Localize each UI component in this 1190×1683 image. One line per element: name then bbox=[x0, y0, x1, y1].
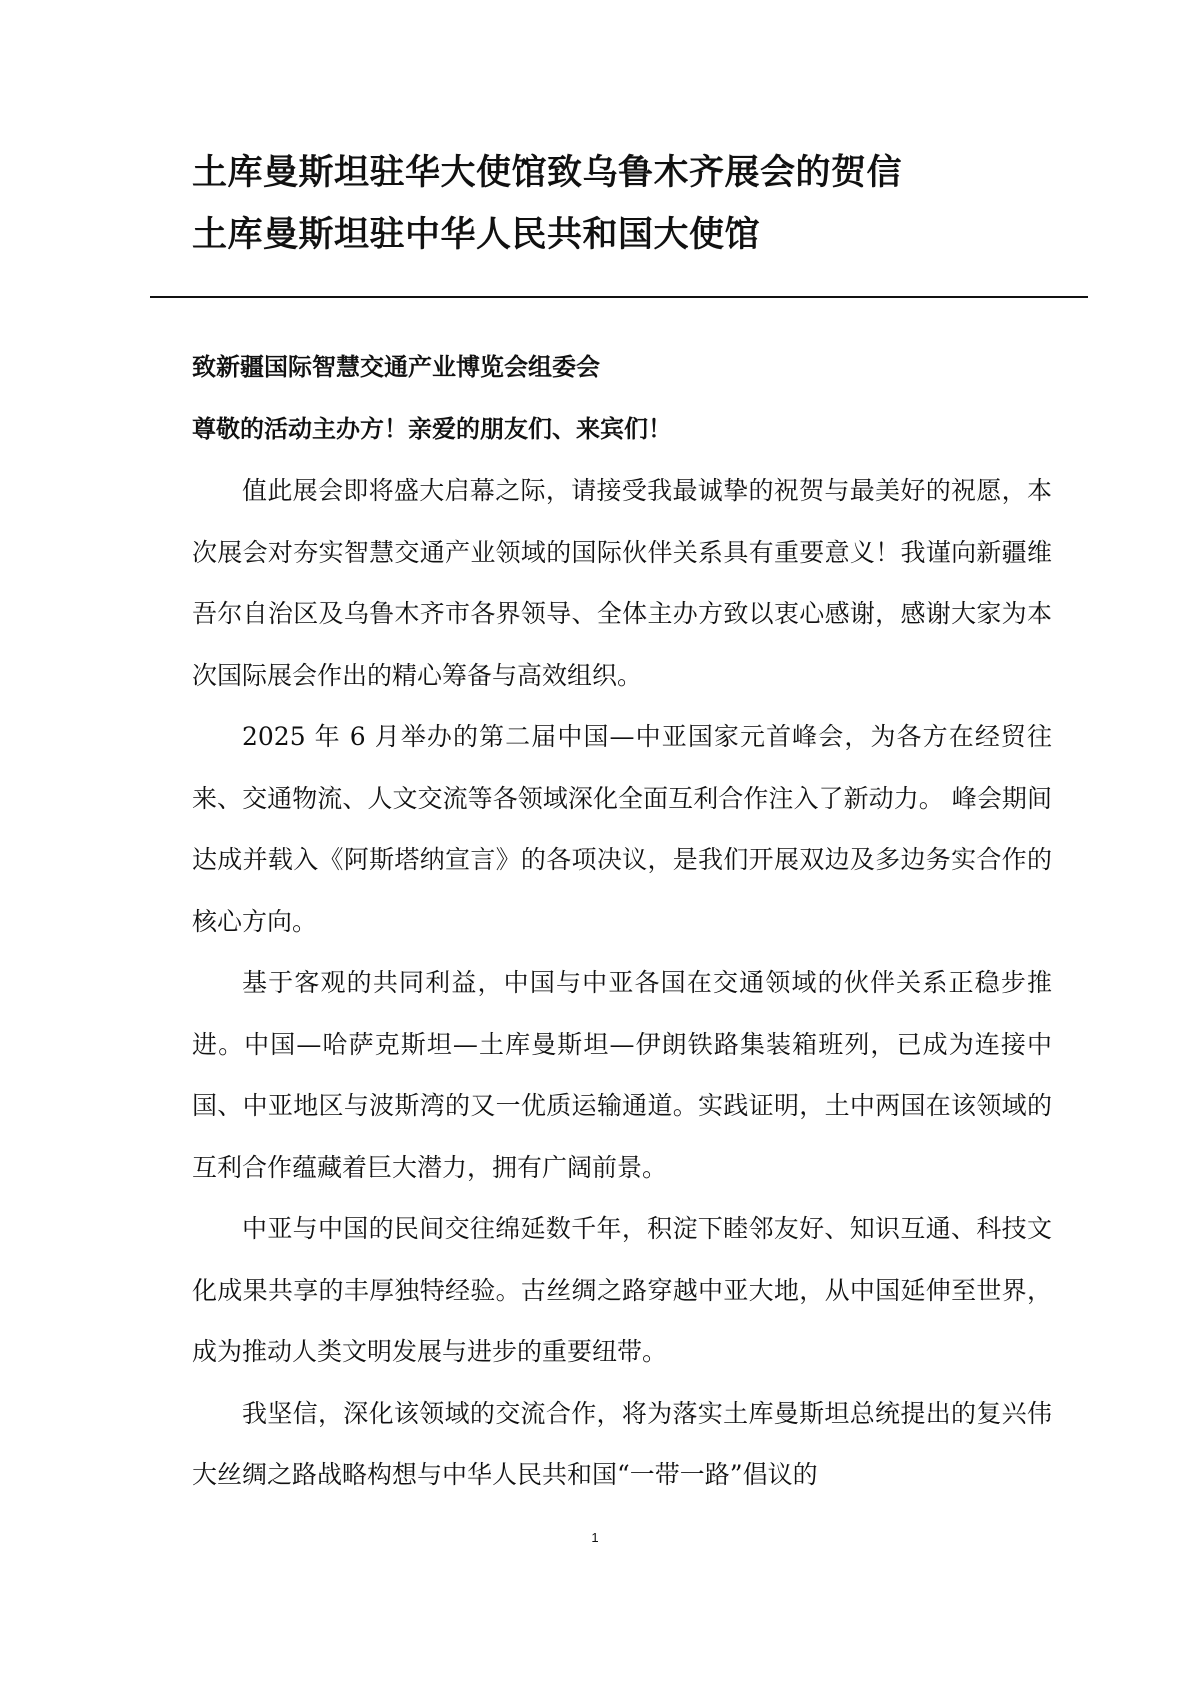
letter-body bbox=[192, 336, 1052, 1506]
body-paragraph: 2025 年 6 月举办的第二届中国—中亚国家元首峰会，为各方在经贸往来、交通物流、人文交流等各领域深化全面互利合作注入了新动力。 峰会期间达成并载入《阿斯塔纳宣言》的各项决议，是我们开展双边及多边务实合作的核心方向。 bbox=[192, 722, 1052, 936]
sender-name: 土库曼斯坦驻中华人民共和国大使馆 bbox=[192, 215, 761, 255]
page-number: 1 bbox=[591, 1530, 599, 1545]
recipient-line: 致新疆国际智慧交通产业博览会组委会 bbox=[192, 353, 600, 381]
greeting-line: 尊敬的活动主办方！亲爱的朋友们、来宾们！ bbox=[192, 415, 672, 443]
body-paragraph: 我坚信，深化该领域的交流合作，将为落实土库曼斯坦总统提出的复兴伟大丝绸之路战略构想与中华人民共和国“一带一路”倡议的 bbox=[192, 1398, 1052, 1489]
body-paragraph: 中亚与中国的民间交往绵延数千年，积淀下睦邻友好、知识互通、科技文化成果共享的丰厚独特经验。古丝绸之路穿越中亚大地，从中国延伸至世界，成为推动人类文明发展与进步的重要纽带。 bbox=[192, 1214, 1052, 1366]
body-paragraph: 值此展会即将盛大启幕之际，请接受我最诚挚的祝贺与最美好的祝愿，本次展会对夯实智慧交通产业领域的国际伙伴关系具有重要意义！我谨向新疆维吾尔自治区及乌鲁木齐市各界领导、全体主办方致以衷心感谢，感谢大家为本次国际展会作出的精心筹备与高效组织。 bbox=[192, 476, 1052, 690]
letter-header bbox=[192, 142, 1092, 266]
letter-title: 土库曼斯坦驻华大使馆致乌鲁木齐展会的贺信 bbox=[192, 153, 903, 193]
header-divider bbox=[150, 296, 1088, 298]
body-paragraph: 基于客观的共同利益，中国与中亚各国在交通领域的伙伴关系正稳步推进。中国—哈萨克斯坦—土库曼斯坦—伊朗铁路集装箱班列，已成为连接中国、中亚地区与波斯湾的又一优质运输通道。实践证明，土中两国在该领域的互利合作蕴藏着巨大潜力，拥有广阔前景。 bbox=[192, 968, 1052, 1182]
